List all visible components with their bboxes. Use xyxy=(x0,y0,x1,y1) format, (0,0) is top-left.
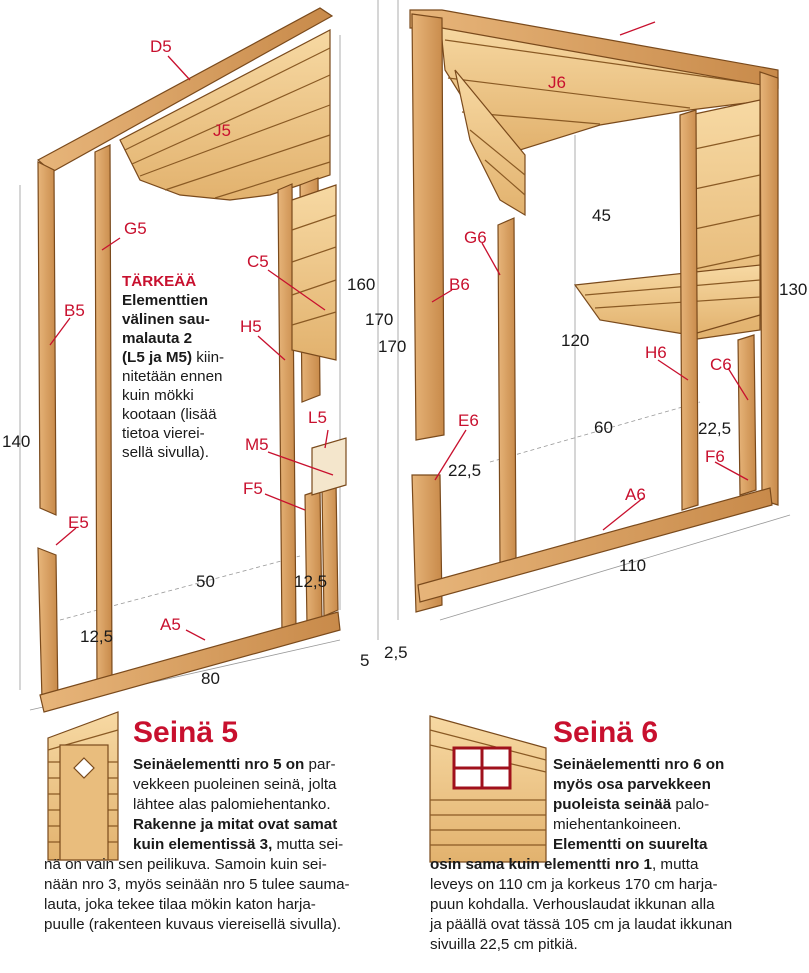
section6-text: sivuilla 22,5 cm pitkiä. xyxy=(430,936,578,953)
note-suffix: kiin- xyxy=(192,349,225,366)
section6-text: palo- xyxy=(671,796,710,813)
section6-line xyxy=(553,815,732,835)
section5-text: vekkeen puoleinen seinä, jolta xyxy=(133,776,337,793)
dim-12-5-a: 12,5 xyxy=(294,572,328,591)
dim-5: 5 xyxy=(360,651,370,670)
wall-6-frame xyxy=(410,10,778,612)
a6-bottom-plate xyxy=(418,488,772,602)
label-m5: M5 xyxy=(245,435,269,454)
dim-2-5: 2,5 xyxy=(384,643,408,662)
section5-text: lauta, joka tekee tilaa mökin katon harja- xyxy=(44,896,316,913)
c6-stud xyxy=(738,335,756,495)
section6-bold-text: Seinäelementti nro 6 on xyxy=(553,756,725,773)
label-b5: B5 xyxy=(64,301,85,320)
note-line: tietoa vierei- xyxy=(122,425,205,442)
section6-line xyxy=(430,895,732,915)
dim-110: 110 xyxy=(619,556,647,575)
label-h5: H5 xyxy=(240,317,262,336)
label-a5: A5 xyxy=(160,615,181,634)
dim-45: 45 xyxy=(592,206,611,225)
g5-stud xyxy=(95,145,112,686)
b6-stud xyxy=(412,14,444,440)
dim-22-5-b: 22,5 xyxy=(448,461,482,480)
section5-text: par- xyxy=(304,756,336,773)
label-e5: E5 xyxy=(68,513,89,532)
section6-text: miehentankoineen. xyxy=(553,816,682,833)
section6-line xyxy=(553,755,732,775)
dim-60: 60 xyxy=(594,418,613,437)
note-line: sellä sivulla). xyxy=(122,444,209,461)
section6-bold-text: Elementti on suurelta xyxy=(553,836,708,853)
dim-120: 120 xyxy=(561,331,590,350)
section-5-heading: Seinä 5 xyxy=(133,716,239,749)
label-j6: J6 xyxy=(548,73,566,92)
section5-bold-text: kuin elementissä 3, xyxy=(133,836,273,853)
label-h6: H6 xyxy=(645,343,667,362)
section6-bold-text: puoleista seinää xyxy=(553,796,672,813)
section6-line xyxy=(430,915,732,935)
f6-right-stud xyxy=(760,72,778,505)
section5-text: nään nro 3, myös seinään nro 5 tulee sauma- xyxy=(44,876,350,893)
section6-line xyxy=(553,775,732,795)
section5-text: puulle (rakenteen kuvaus viereisellä sivulla). xyxy=(44,916,342,933)
section-6-heading: Seinä 6 xyxy=(553,716,659,749)
dim-170-b: 170 xyxy=(378,337,407,356)
section6-line xyxy=(430,855,732,875)
f5-post xyxy=(305,490,322,625)
label-f6: F6 xyxy=(705,447,725,466)
important-note xyxy=(122,272,224,462)
h6-stud xyxy=(680,110,698,510)
note-line: kuin mökki xyxy=(122,387,194,404)
section5-bold-text: Seinäelementti nro 5 on xyxy=(133,756,305,773)
dim-170-a: 170 xyxy=(365,310,394,329)
dim-80: 80 xyxy=(201,669,220,688)
note-bold-line: välinen sau- xyxy=(122,311,210,328)
dim-50: 50 xyxy=(196,572,215,591)
label-l5: L5 xyxy=(308,408,327,427)
section5-text: mutta sei- xyxy=(272,836,344,853)
note-line: nitetään ennen xyxy=(122,368,223,385)
section6-line xyxy=(553,835,732,855)
g6-stud xyxy=(498,218,516,566)
note-bold-line-mixed xyxy=(122,348,224,367)
note-title: TÄRKEÄÄ xyxy=(122,273,197,290)
section6-line xyxy=(430,875,732,895)
section6-text: leveys on 110 cm ja korkeus 170 cm harja- xyxy=(430,876,718,893)
dim-22-5-a: 22,5 xyxy=(698,419,732,438)
section6-bold-text: osin sama kuin elementti nro 1 xyxy=(430,856,652,873)
e5-lower-stud xyxy=(38,548,58,705)
section6-line xyxy=(430,935,732,955)
label-b6: B6 xyxy=(449,275,470,294)
label-g6: G6 xyxy=(464,228,487,247)
section5-bold-text: Rakenne ja mitat ovat samat xyxy=(133,816,338,833)
section6-text: , mutta xyxy=(651,856,699,873)
note-bold-part: (L5 ja M5) xyxy=(122,349,193,366)
b5-stud xyxy=(38,162,56,515)
c5-side-boards xyxy=(292,185,336,360)
section6-bold-text: myös osa parvekkeen xyxy=(553,776,711,793)
note-bold-line: Elementtien xyxy=(122,292,209,309)
dim-12-5-b: 12,5 xyxy=(80,627,114,646)
note-bold-line: malauta 2 xyxy=(122,330,193,347)
note-line: kootaan (lisää xyxy=(122,406,217,423)
section6-text: puun kohdalla. Verhouslaudat ikkunan alla xyxy=(430,896,715,913)
label-f5: F5 xyxy=(243,479,263,498)
label-j5: J5 xyxy=(213,121,231,140)
label-d5: D5 xyxy=(150,37,172,56)
dim-160: 160 xyxy=(347,275,376,294)
section5-text: lähtee alas palomiehentanko. xyxy=(133,796,331,813)
section6-text: ja päällä ovat tässä 105 cm ja laudat ikkunan xyxy=(430,916,733,933)
label-c6: C6 xyxy=(710,355,732,374)
m5-post xyxy=(322,482,338,616)
section5-text: nä on vain sen peilikuva. Samoin kuin sei- xyxy=(44,856,327,873)
label-a6: A6 xyxy=(625,485,646,504)
label-g5: G5 xyxy=(124,219,147,238)
dim-130: 130 xyxy=(779,280,808,299)
l5-board xyxy=(312,438,346,495)
dim-140: 140 xyxy=(2,432,31,451)
section6-line xyxy=(553,795,732,815)
label-c5: C5 xyxy=(247,252,269,271)
section-6-body xyxy=(0,755,732,955)
label-e6: E6 xyxy=(458,411,479,430)
